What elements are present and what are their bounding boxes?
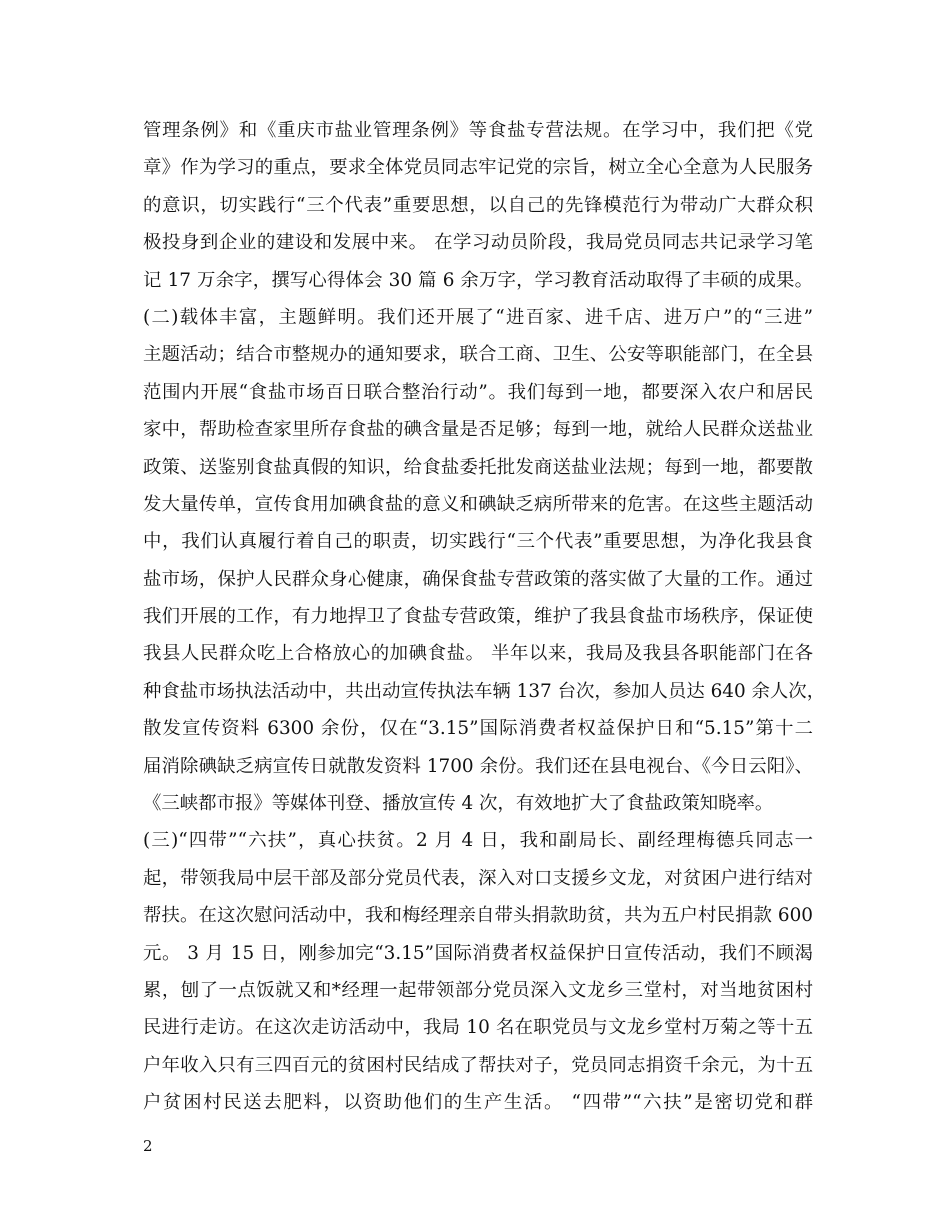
text-line: 起，带领我局中层干部及部分党员代表，深入对口支援乡文龙，对贫困户进行结对: [143, 867, 813, 889]
text-line: 管理条例》和《重庆市盐业管理条例》等食盐专营法规。在学习中，我们把《党: [143, 120, 813, 141]
text-line: 帮扶。在这次慰问活动中，我和梅经理亲自带头捐款助贫，共为五户村民捐款 600: [143, 905, 813, 927]
text-line: 范围内开展“食盐市场百日联合整治行动”。我们每到一地，都要深入农户和居民: [143, 381, 813, 403]
text-line: 我们开展的工作，有力地捍卫了食盐专营政策，维护了我县食盐市场秩序，保证使: [143, 606, 813, 628]
text-line: 发大量传单，宣传食用加碘食盐的意义和碘缺乏病所带来的危害。在这些主题活动: [143, 493, 813, 515]
text-line: 家中，帮助检查家里所存食盐的碘含量是否足够；每到一地，就给人民群众送盐业: [143, 419, 813, 441]
text-line: (二)载体丰富，主题鲜明。我们还开展了“进百家、进千店、进万户”的“三进”: [143, 306, 813, 328]
text-line: 元。 3 月 15 日，刚参加完“3.15”国际消费者权益保护日宣传活动，我们不顾渴: [143, 942, 813, 964]
text-line: 《三峡都市报》等媒体刊登、播放宣传 4 次，有效地扩大了食盐政策知晓率。: [143, 793, 774, 815]
text-line: 户年收入只有三四百元的贫困村民结成了帮扶对子，党员同志捐资千余元，为十五: [143, 1054, 813, 1076]
text-line: 届消除碘缺乏病宣传日就散发资料 1700 余份。我们还在县电视台、《今日云阳》、: [143, 755, 813, 777]
text-line: 章》作为学习的重点，要求全体党员同志牢记党的宗旨，树立全心全意为人民服务: [143, 157, 813, 179]
text-line: 政策、送鉴别食盐真假的知识，给食盐委托批发商送盐业法规；每到一地，都要散: [143, 456, 813, 478]
text-line: 累，刨了一点饭就又和*经理一起带领部分党员深入文龙乡三堂村，对当地贫困村: [143, 979, 813, 1001]
text-line: (三)“四带”“六扶”，真心扶贫。2 月 4 日，我和副局长、副经理梅德兵同志一: [143, 830, 813, 852]
text-line: 我县人民群众吃上合格放心的加碘食盐。 半年以来，我局及我县各职能部门在各: [143, 643, 813, 665]
text-line: 的意识，切实践行“三个代表”重要思想，以自己的先锋模范行为带动广大群众积: [143, 194, 813, 216]
text-line: 记 17 万余字，撰写心得体会 30 篇 6 余万字，学习教育活动取得了丰硕的成果。: [143, 269, 813, 291]
text-line: 民进行走访。在这次走访活动中，我局 10 名在职党员与文龙乡堂村万菊之等十五: [143, 1017, 813, 1039]
body-text: [143, 112, 826, 1122]
page-number: 2: [143, 1137, 153, 1155]
text-line: 主题活动；结合市整规办的通知要求，联合工商、卫生、公安等职能部门，在全县: [143, 344, 813, 366]
text-line: 盐市场，保护人民群众身心健康，确保食盐专营政策的落实做了大量的工作。通过: [143, 568, 813, 590]
text-line: 极投身到企业的建设和发展中来。 在学习动员阶段，我局党员同志共记录学习笔: [143, 232, 813, 254]
text-line: 散发宣传资料 6300 余份，仅在“3.15”国际消费者权益保护日和“5.15”第十二: [143, 718, 813, 740]
text-line: 中，我们认真履行着自己的职责，切实践行“三个代表”重要思想，为净化我县食: [143, 531, 813, 553]
text-line: 种食盐市场执法活动中，共出动宣传执法车辆 137 台次，参加人员达 640 余人次，: [143, 680, 826, 702]
text-line: 户贫困村民送去肥料，以资助他们的生产生活。 “四带”“六扶”是密切党和群: [143, 1092, 813, 1114]
